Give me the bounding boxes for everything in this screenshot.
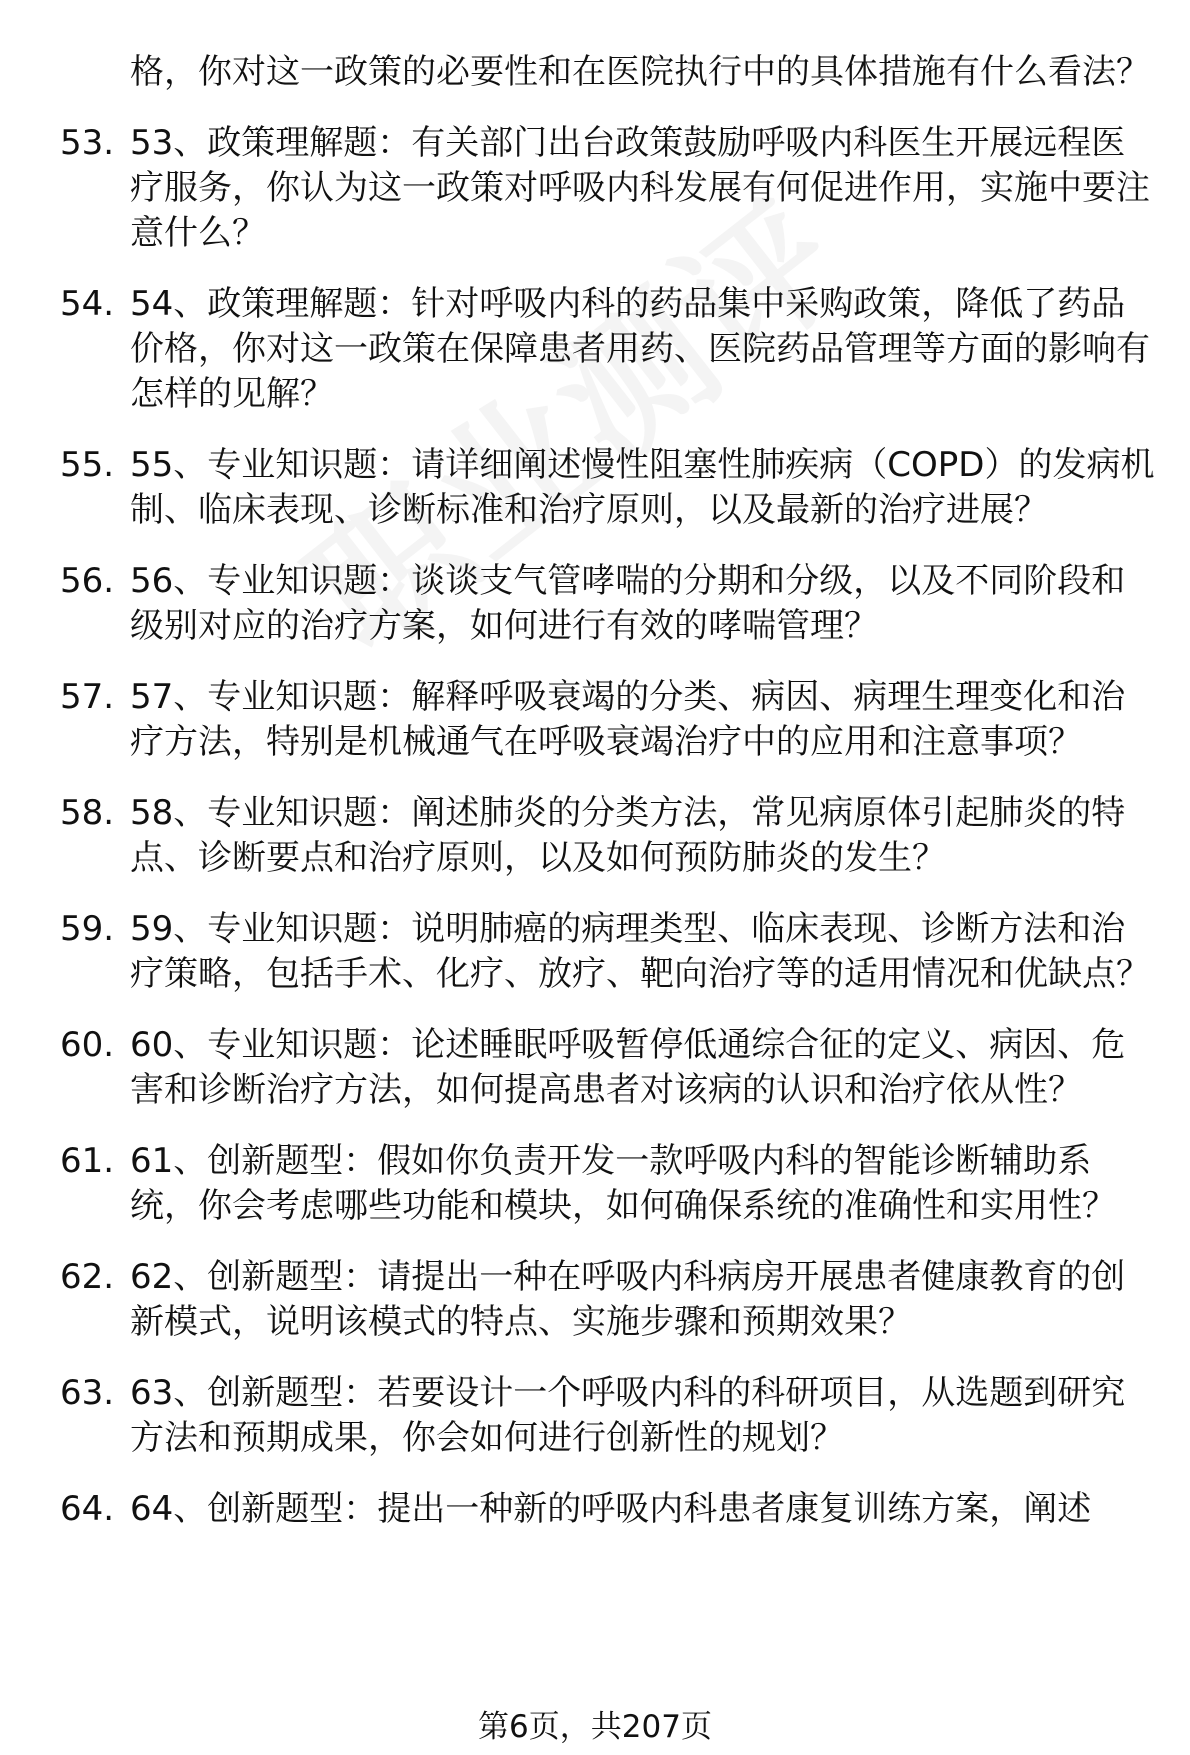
question-number: 64. — [60, 1489, 115, 1529]
question-text: 61、创新题型：假如你负责开发一款呼吸内科的智能诊断辅助系统，你会考虑哪些功能和模块，如何确保系统的准确性和实用性？ — [130, 1141, 1116, 1226]
question-item-58 — [60, 791, 1156, 881]
question-item-60 — [60, 1023, 1156, 1113]
question-item-61 — [60, 1139, 1156, 1229]
question-item-64 — [60, 1487, 1156, 1532]
question-text: 63、创新题型：若要设计一个呼吸内科的科研项目，从选题到研究方法和预期成果，你会如何进行创新性的规划？ — [130, 1373, 1126, 1458]
question-item-57 — [60, 675, 1156, 765]
question-number: 61. — [60, 1141, 115, 1181]
question-number: 53. — [60, 123, 115, 163]
page-footer: 第6页，共207页 — [478, 1709, 712, 1745]
question-item-62 — [60, 1255, 1156, 1345]
question-item-55 — [60, 443, 1156, 533]
question-text: 60、专业知识题：论述睡眠呼吸暂停低通综合征的定义、病因、危害和诊断治疗方法，如何提高患者对该病的认识和治疗依从性？ — [130, 1025, 1126, 1110]
question-text: 56、专业知识题：谈谈支气管哮喘的分期和分级，以及不同阶段和级别对应的治疗方案，如何进行有效的哮喘管理？ — [130, 561, 1126, 646]
question-number: 62. — [60, 1257, 115, 1297]
question-number: 56. — [60, 561, 115, 601]
question-text: 58、专业知识题：阐述肺炎的分类方法，常见病原体引起肺炎的特点、诊断要点和治疗原则，以及如何预防肺炎的发生？ — [130, 793, 1126, 878]
question-number: 55. — [60, 445, 115, 485]
question-number: 60. — [60, 1025, 115, 1065]
question-text: 62、创新题型：请提出一种在呼吸内科病房开展患者健康教育的创新模式，说明该模式的特点、实施步骤和预期效果？ — [130, 1257, 1126, 1342]
question-number: 57. — [60, 677, 115, 717]
continuation-text: 格，你对这一政策的必要性和在医院执行中的具体措施有什么看法？ — [130, 52, 1150, 92]
question-item-54 — [60, 282, 1156, 417]
question-item-56 — [60, 559, 1156, 649]
question-number: 54. — [60, 284, 115, 324]
document-page — [60, 50, 1156, 1558]
question-text: 55、专业知识题：请详细阐述慢性阻塞性肺疾病（COPD）的发病机制、临床表现、诊断标准和治疗原则，以及最新的治疗进展？ — [130, 445, 1155, 530]
question-item-59 — [60, 907, 1156, 997]
question-number: 58. — [60, 793, 115, 833]
question-text: 54、政策理解题：针对呼吸内科的药品集中采购政策，降低了药品价格，你对这一政策在保障患者用药、医院药品管理等方面的影响有怎样的见解？ — [130, 284, 1150, 414]
question-text: 53、政策理解题：有关部门出台政策鼓励呼吸内科医生开展远程医疗服务，你认为这一政策对呼吸内科发展有何促进作用，实施中要注意什么？ — [130, 123, 1150, 253]
question-item-53 — [60, 121, 1156, 256]
question-text: 59、专业知识题：说明肺癌的病理类型、临床表现、诊断方法和治疗策略，包括手术、化疗、放疗、靶向治疗等的适用情况和优缺点？ — [130, 909, 1150, 994]
question-list — [60, 121, 1156, 1532]
question-text: 64、创新题型：提出一种新的呼吸内科患者康复训练方案，阐述 — [130, 1489, 1092, 1529]
question-text: 57、专业知识题：解释呼吸衰竭的分类、病因、病理生理变化和治疗方法，特别是机械通气在呼吸衰竭治疗中的应用和注意事项？ — [130, 677, 1126, 762]
question-number: 59. — [60, 909, 115, 949]
question-number: 63. — [60, 1373, 115, 1413]
question-item-63 — [60, 1371, 1156, 1461]
